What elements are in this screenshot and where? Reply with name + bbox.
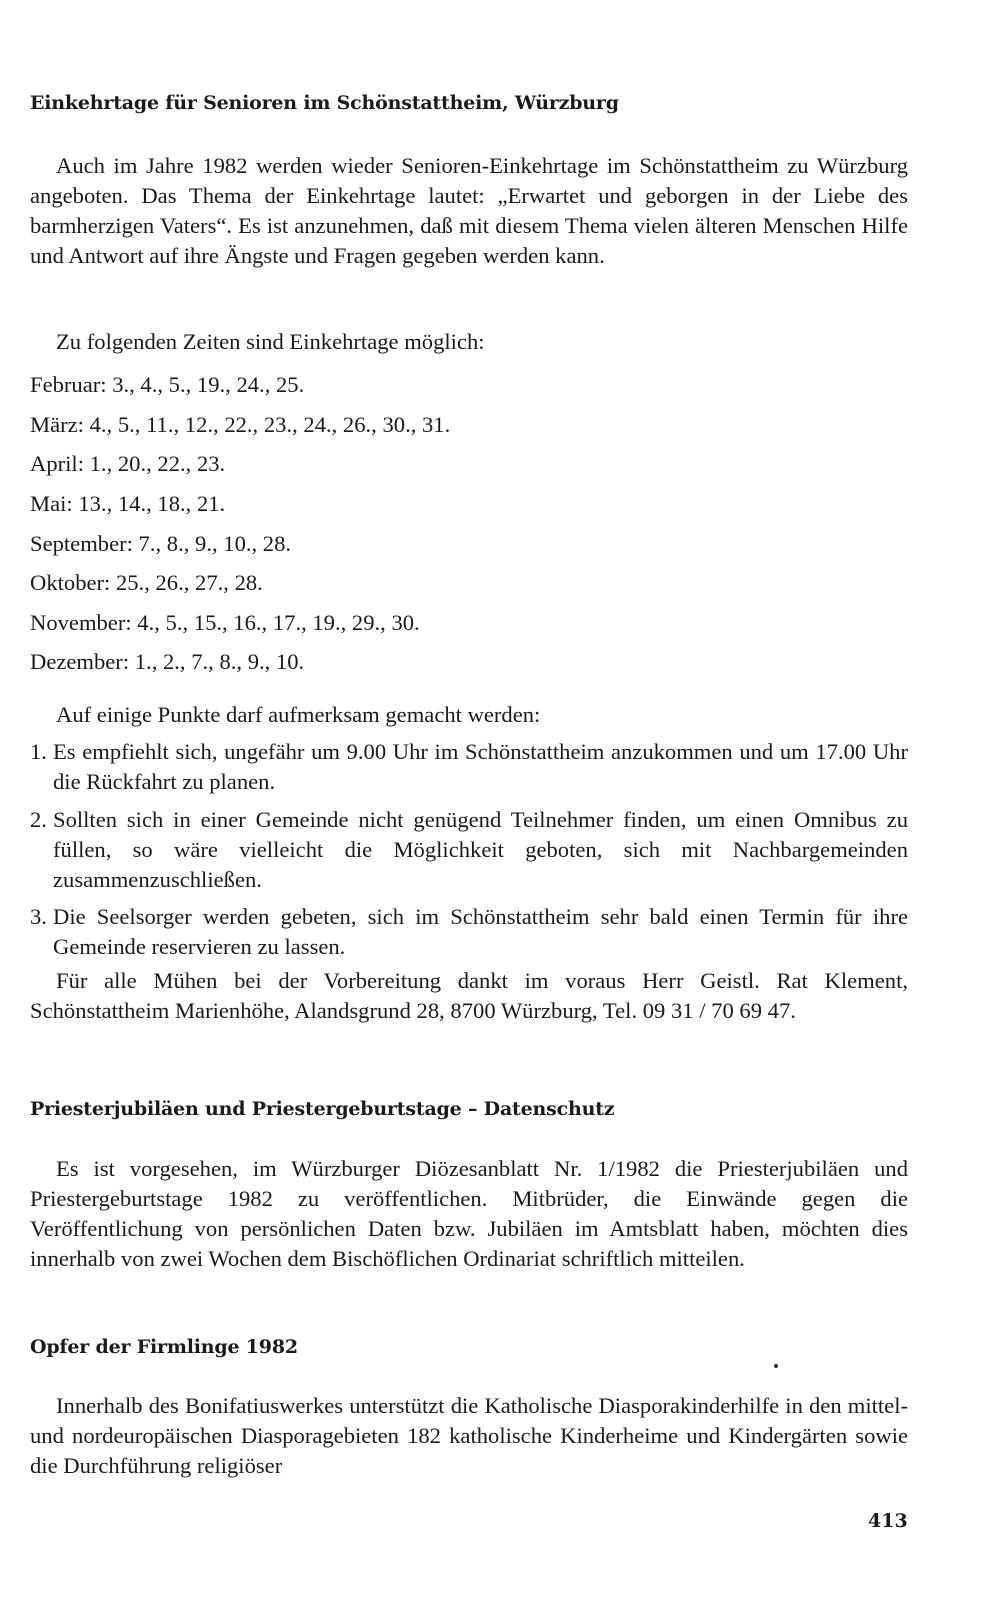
page-number: 413: [868, 1510, 908, 1532]
points-intro: Auf einige Punkte darf aufmerksam gemacht werden:: [56, 702, 541, 727]
list-item-number: 3.: [30, 904, 47, 929]
dates-november: November: 4., 5., 15., 16., 17., 19., 29., 30.: [30, 610, 420, 635]
closing-paragraph: Für alle Mühen bei der Vorbereitung dankt im voraus Herr Geistl. Rat Klement, Schönstattheim Marienhöhe, Alandsgrund 28, 8700 Würzburg, Tel. 09 31 / 70 69 47.: [30, 968, 908, 1023]
section-heading-senioren: Einkehrtage für Senioren im Schönstattheim, Würzburg: [30, 92, 619, 114]
list-item: [30, 737, 908, 797]
dates-intro: Zu folgenden Zeiten sind Einkehrtage möglich:: [56, 329, 485, 354]
dates-october: Oktober: 25., 26., 27., 28.: [30, 570, 263, 595]
dates-february: Februar: 3., 4., 5., 19., 24., 25.: [30, 372, 305, 397]
section-heading-firmlinge: Opfer der Firmlinge 1982: [30, 1336, 298, 1358]
document-page: [30, 0, 908, 1597]
print-speck: [774, 1364, 778, 1368]
list-item-number: 2.: [30, 807, 47, 832]
list-item: [30, 805, 908, 895]
list-item: [30, 902, 908, 962]
dates-may: Mai: 13., 14., 18., 21.: [30, 491, 226, 516]
list-item-text: Die Seelsorger werden gebeten, sich im Schönstattheim sehr bald einen Termin für ihre Gemeinde reservieren zu lassen.: [53, 904, 908, 959]
dates-september: September: 7., 8., 9., 10., 28.: [30, 531, 292, 556]
dates-march: März: 4., 5., 11., 12., 22., 23., 24., 26., 30., 31.: [30, 412, 451, 437]
datenschutz-paragraph: Es ist vorgesehen, im Würzburger Diözesanblatt Nr. 1/1982 die Priesterjubiläen und Priestergeburtstage 1982 zu veröffentlichen. Mitbrüder, die Einwände gegen die Veröffentlichung von persönlichen Daten bzw. Jubiläen im Amtsblatt haben, möchten dies innerhalb von zwei Wochen dem Bischöflichen Ordinariat schriftlich mitteilen.: [30, 1156, 908, 1271]
dates-december: Dezember: 1., 2., 7., 8., 9., 10.: [30, 649, 305, 674]
dates-april: April: 1., 20., 22., 23.: [30, 451, 226, 476]
firmlinge-paragraph: Innerhalb des Bonifatiuswerkes unterstützt die Katholische Diasporakinderhilfe in den mittel- und nordeuropäischen Diasporagebieten 182 katholische Kinderheime und Kindergärten sowie die Durchführung religiöser: [30, 1393, 908, 1478]
section-heading-datenschutz: Priesterjubiläen und Priestergeburtstage – Datenschutz: [30, 1098, 615, 1120]
section-intro-paragraph: Auch im Jahre 1982 werden wieder Senioren-Einkehrtage im Schönstattheim zu Würzburg angeboten. Das Thema der Einkehrtage lautet: „Erwartet und geborgen in der Liebe des barmherzigen Vaters“. Es ist anzunehmen, daß mit diesem Thema vielen älteren Menschen Hilfe und Antwort auf ihre Ängste und Fragen gegeben werden kann.: [30, 153, 908, 268]
list-item-text: Es empfiehlt sich, ungefähr um 9.00 Uhr im Schönstattheim anzukommen und um 17.00 Uhr die Rückfahrt zu planen.: [53, 739, 908, 794]
list-item-text: Sollten sich in einer Gemeinde nicht genügend Teilnehmer finden, um einen Omnibus zu füllen, so wäre vielleicht die Möglichkeit geboten, sich mit Nachbargemeinden zusammenzuschließen.: [53, 807, 908, 892]
list-item-number: 1.: [30, 739, 47, 764]
